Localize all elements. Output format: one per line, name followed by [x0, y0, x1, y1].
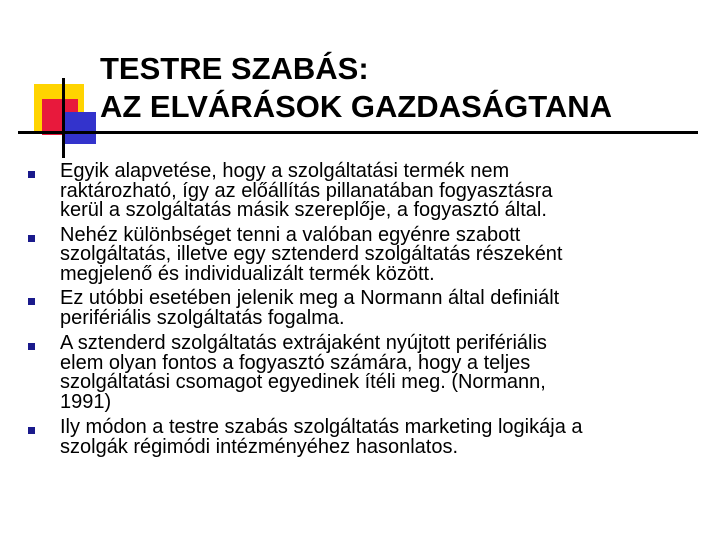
bullet-item	[28, 289, 704, 328]
bullet-text-line: szolgák régimódi intézményéhez hasonlatos.	[60, 435, 458, 458]
bullet-item	[28, 418, 704, 457]
bullet-text-line: 1991)	[60, 390, 112, 413]
bullet-text-line: Ez utóbbi esetében jelenik meg a Normann által definiált	[60, 287, 560, 309]
bullet-text-line: Egyik alapvetése, hogy a szolgáltatási termék nem	[60, 160, 510, 182]
square-bullet-icon	[28, 171, 35, 178]
bullet-text-line: Ily módon a testre szabás szolgáltatás marketing logikája a	[60, 416, 583, 438]
bullet-text-line: szolgáltatási csomagot egyedinek ítéli meg. (Normann,	[60, 371, 546, 393]
title-underline	[18, 131, 698, 134]
bullet-list	[28, 162, 704, 457]
square-bullet-icon	[28, 427, 35, 434]
bullet-item	[28, 223, 704, 285]
square-bullet-icon	[28, 235, 35, 242]
square-bullet-icon	[28, 343, 35, 350]
bullet-item	[28, 334, 704, 412]
slide-title	[100, 50, 700, 126]
decorative-vertical-line	[62, 78, 65, 158]
bullet-text-line: megjelenő és individualizált termék között.	[60, 262, 435, 285]
bullet-text-line: A sztenderd szolgáltatás extrájaként nyújtott perifériális	[60, 332, 547, 354]
bullet-text-line: elem olyan fontos a fogyasztó számára, hogy a teljes	[60, 351, 531, 374]
square-bullet-icon	[28, 298, 35, 305]
title-line-2: AZ ELVÁRÁSOK GAZDASÁGTANA	[100, 89, 613, 124]
title-line-1: TESTRE SZABÁS:	[100, 51, 369, 86]
bullet-text-line: perifériális szolgáltatás fogalma.	[60, 306, 345, 329]
bullet-text-line: szolgáltatás, illetve egy sztenderd szolgáltatás részeként	[60, 243, 563, 265]
bullet-text-line: raktározható, így az előállítás pillanatában fogyasztásra	[60, 179, 553, 202]
bullet-text-line: Nehéz különbséget tenni a valóban egyénre szabott	[60, 223, 521, 246]
decorative-blue-square	[62, 112, 96, 144]
bullet-item	[28, 162, 704, 221]
bullet-text-line: kerül a szolgáltatás másik szereplője, a fogyasztó által.	[60, 199, 547, 221]
